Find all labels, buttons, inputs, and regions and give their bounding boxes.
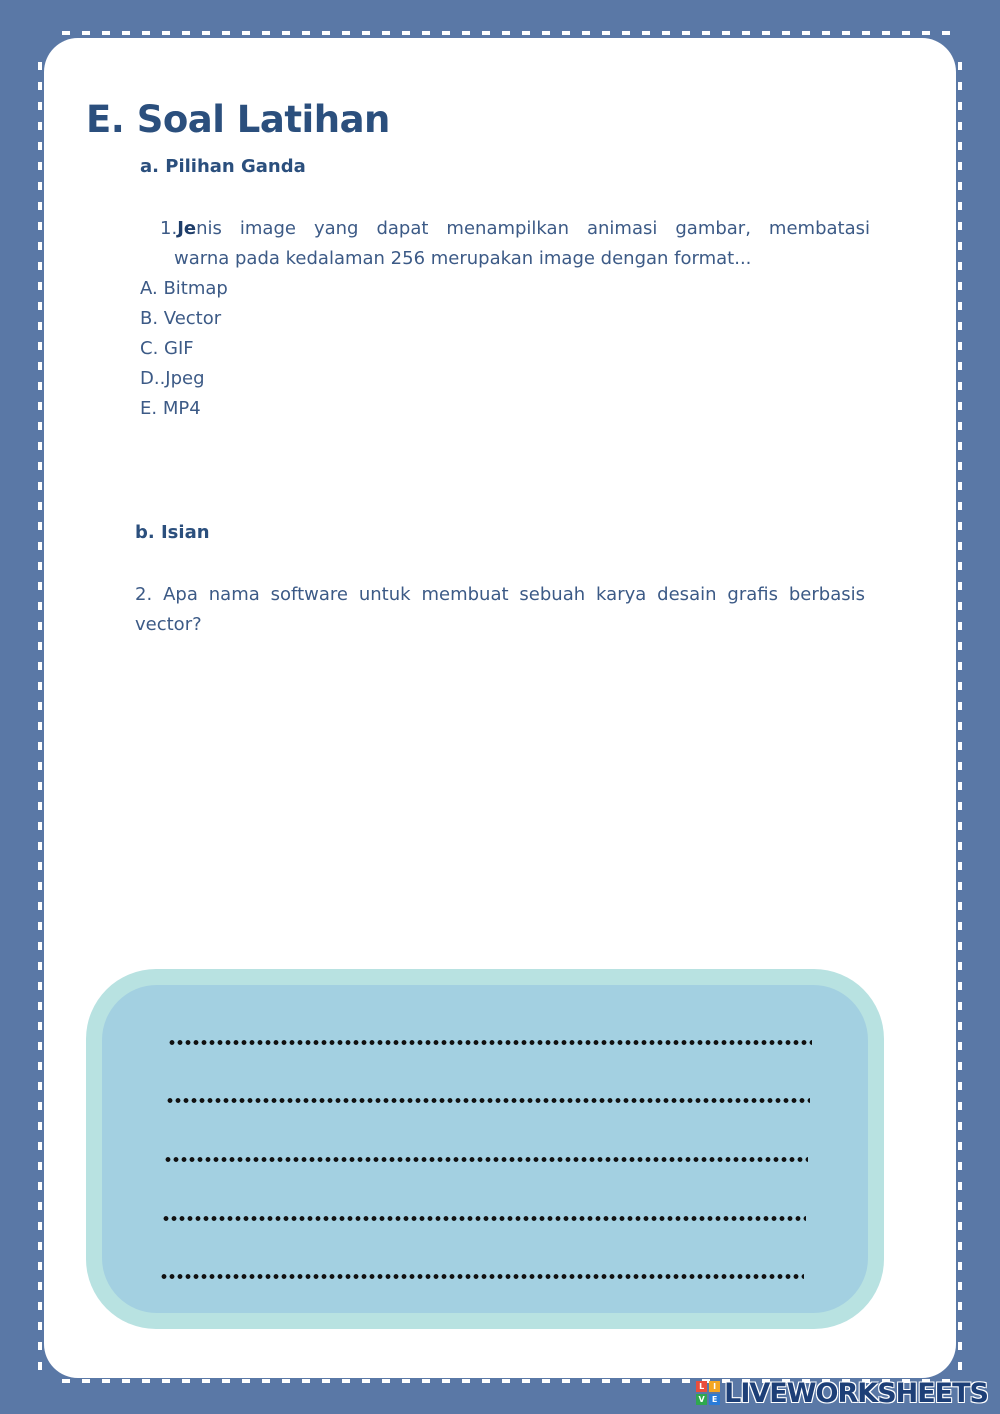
stitch-mark xyxy=(38,862,42,870)
stitch-mark xyxy=(202,1379,210,1383)
stitch-mark xyxy=(38,1262,42,1270)
stitch-mark xyxy=(622,1379,630,1383)
stitch-mark xyxy=(958,442,962,450)
question-2: 2. Apa nama software untuk membuat sebuah karya desain grafis berbasis vector? xyxy=(135,584,865,635)
stitch-mark xyxy=(958,842,962,850)
stitch-mark xyxy=(958,382,962,390)
stitch-mark xyxy=(262,31,270,35)
stitch-mark xyxy=(38,162,42,170)
stitch-mark xyxy=(862,31,870,35)
stitch-mark xyxy=(958,962,962,970)
stitch-mark xyxy=(142,31,150,35)
stitch-mark xyxy=(562,1379,570,1383)
stitch-mark xyxy=(38,622,42,630)
stitch-mark xyxy=(38,742,42,750)
stitch-mark xyxy=(958,782,962,790)
stitch-mark xyxy=(958,1262,962,1270)
stitch-mark xyxy=(242,1379,250,1383)
stitch-mark xyxy=(322,1379,330,1383)
stitch-mark xyxy=(38,302,42,310)
question-1-text-line1: nis image yang dapat menampilkan animasi gambar, membatasi xyxy=(196,218,870,239)
option-d[interactable]: D..Jpeg xyxy=(140,368,205,389)
stitch-mark xyxy=(958,942,962,950)
stitch-mark xyxy=(302,1379,310,1383)
answer-line-5[interactable] xyxy=(160,1274,804,1279)
stitch-mark xyxy=(958,522,962,530)
stitch-mark xyxy=(958,102,962,110)
stitch-mark xyxy=(38,602,42,610)
stitch-mark xyxy=(382,31,390,35)
stitch-mark xyxy=(38,122,42,130)
stitch-mark xyxy=(782,31,790,35)
stitch-mark xyxy=(882,31,890,35)
stitch-mark xyxy=(922,31,930,35)
stitch-mark xyxy=(958,82,962,90)
stitch-mark xyxy=(38,402,42,410)
stitch-mark xyxy=(38,902,42,910)
stitch-mark xyxy=(958,582,962,590)
stitch-mark xyxy=(38,722,42,730)
stitch-mark xyxy=(958,1162,962,1170)
stitch-mark xyxy=(82,1379,90,1383)
stitch-mark xyxy=(642,31,650,35)
stitch-mark xyxy=(182,1379,190,1383)
stitch-mark xyxy=(958,622,962,630)
stitch-mark xyxy=(342,1379,350,1383)
stitch-mark xyxy=(38,782,42,790)
stitch-mark xyxy=(38,582,42,590)
page-title: E. Soal Latihan xyxy=(86,98,390,141)
stitch-mark xyxy=(958,302,962,310)
stitch-mark xyxy=(402,1379,410,1383)
option-c[interactable]: C. GIF xyxy=(140,338,194,359)
stitch-mark xyxy=(662,1379,670,1383)
stitch-mark xyxy=(958,342,962,350)
stitch-mark xyxy=(958,362,962,370)
stitch-mark xyxy=(958,902,962,910)
stitch-mark xyxy=(122,31,130,35)
stitch-mark xyxy=(38,1022,42,1030)
stitch-mark xyxy=(482,31,490,35)
stitch-mark xyxy=(38,182,42,190)
answer-line-1[interactable] xyxy=(168,1040,812,1045)
stitch-mark xyxy=(38,1102,42,1110)
stitch-mark xyxy=(82,31,90,35)
answer-input-area[interactable] xyxy=(102,985,868,1313)
stitch-mark xyxy=(38,522,42,530)
stitch-mark xyxy=(262,1379,270,1383)
stitch-mark xyxy=(38,822,42,830)
stitch-mark xyxy=(822,31,830,35)
stitch-mark xyxy=(958,1222,962,1230)
stitch-mark xyxy=(38,242,42,250)
stitch-mark xyxy=(38,82,42,90)
stitch-mark xyxy=(38,1222,42,1230)
stitch-mark xyxy=(322,31,330,35)
stitch-mark xyxy=(802,31,810,35)
stitch-mark xyxy=(402,31,410,35)
stitch-mark xyxy=(38,222,42,230)
stitch-mark xyxy=(958,1062,962,1070)
stitch-mark xyxy=(958,682,962,690)
stitch-mark xyxy=(902,31,910,35)
stitch-mark xyxy=(958,1042,962,1050)
stitch-mark xyxy=(958,402,962,410)
stitch-mark xyxy=(38,882,42,890)
stitch-mark xyxy=(958,862,962,870)
stitch-mark xyxy=(38,842,42,850)
stitch-mark xyxy=(502,31,510,35)
stitch-mark xyxy=(958,1282,962,1290)
logo-letter-4: E xyxy=(709,1394,720,1405)
stitch-mark xyxy=(38,102,42,110)
stitch-mark xyxy=(958,1322,962,1330)
stitch-mark xyxy=(38,422,42,430)
stitch-mark xyxy=(622,31,630,35)
stitch-mark xyxy=(958,242,962,250)
question-1 xyxy=(160,214,870,274)
stitch-mark xyxy=(38,1302,42,1310)
stitch-mark xyxy=(38,922,42,930)
liveworksheets-brand xyxy=(696,1378,988,1408)
question-1-number: 1. xyxy=(160,218,178,239)
stitch-mark xyxy=(38,802,42,810)
liveworksheets-logo-icon xyxy=(696,1381,720,1405)
stitch-mark xyxy=(282,31,290,35)
stitch-mark xyxy=(562,31,570,35)
stitch-mark xyxy=(958,822,962,830)
stitch-mark xyxy=(958,162,962,170)
stitch-mark xyxy=(38,202,42,210)
stitch-mark xyxy=(722,31,730,35)
stitch-mark xyxy=(38,702,42,710)
stitch-mark xyxy=(762,31,770,35)
stitch-mark xyxy=(958,722,962,730)
stitch-mark xyxy=(958,142,962,150)
stitch-mark xyxy=(38,562,42,570)
stitch-mark xyxy=(842,31,850,35)
stitch-mark xyxy=(442,1379,450,1383)
stitch-mark xyxy=(502,1379,510,1383)
stitch-mark xyxy=(958,602,962,610)
stitch-mark xyxy=(38,62,42,70)
stitch-mark xyxy=(958,462,962,470)
option-b[interactable]: B. Vector xyxy=(140,308,222,329)
stitch-mark xyxy=(282,1379,290,1383)
section-a-label: a. Pilihan Ganda xyxy=(140,156,306,177)
section-b-label: b. Isian xyxy=(135,522,210,543)
stitch-mark xyxy=(38,1142,42,1150)
logo-letter-2: I xyxy=(709,1381,720,1392)
stitch-mark xyxy=(542,31,550,35)
stitch-mark xyxy=(38,462,42,470)
stitch-mark xyxy=(682,31,690,35)
stitch-mark xyxy=(38,682,42,690)
stitch-mark xyxy=(38,962,42,970)
option-a[interactable]: A. Bitmap xyxy=(140,278,228,299)
brand-text: LIVEWORKSHEETS xyxy=(724,1377,988,1409)
stitch-mark xyxy=(38,1062,42,1070)
stitch-mark xyxy=(38,262,42,270)
stitch-mark xyxy=(662,31,670,35)
stitch-mark xyxy=(958,1202,962,1210)
stitch-mark xyxy=(302,31,310,35)
stitch-mark xyxy=(958,222,962,230)
stitch-mark xyxy=(38,342,42,350)
stitch-mark xyxy=(38,1162,42,1170)
answer-line-4[interactable] xyxy=(162,1216,806,1221)
stitch-mark xyxy=(38,1082,42,1090)
stitch-mark xyxy=(38,762,42,770)
stitch-mark xyxy=(958,762,962,770)
stitch-mark xyxy=(742,31,750,35)
stitch-mark xyxy=(522,1379,530,1383)
question-1-bold-prefix: Je xyxy=(177,218,197,239)
stitch-mark xyxy=(958,1002,962,1010)
stitch-mark xyxy=(422,31,430,35)
stitch-mark xyxy=(202,31,210,35)
stitch-mark xyxy=(958,62,962,70)
stitch-mark xyxy=(38,1282,42,1290)
stitch-mark xyxy=(102,1379,110,1383)
stitch-mark xyxy=(958,322,962,330)
stitch-mark xyxy=(62,1379,70,1383)
stitch-mark xyxy=(38,982,42,990)
stitch-mark xyxy=(362,31,370,35)
stitch-mark xyxy=(38,942,42,950)
stitch-mark xyxy=(958,982,962,990)
stitch-mark xyxy=(602,31,610,35)
stitch-mark xyxy=(958,642,962,650)
stitch-mark xyxy=(682,1379,690,1383)
stitch-mark xyxy=(958,702,962,710)
stitch-mark xyxy=(38,662,42,670)
stitch-mark xyxy=(38,442,42,450)
stitch-mark xyxy=(38,482,42,490)
option-e[interactable]: E. MP4 xyxy=(140,398,201,419)
stitch-mark xyxy=(462,1379,470,1383)
stitch-mark xyxy=(38,1042,42,1050)
stitch-mark xyxy=(222,1379,230,1383)
stitch-mark xyxy=(382,1379,390,1383)
stitch-mark xyxy=(958,1122,962,1130)
stitch-mark xyxy=(38,282,42,290)
stitch-mark xyxy=(958,882,962,890)
stitch-mark xyxy=(958,1342,962,1350)
stitch-mark xyxy=(62,31,70,35)
stitch-mark xyxy=(162,31,170,35)
stitch-mark xyxy=(642,1379,650,1383)
stitch-mark xyxy=(958,662,962,670)
stitch-mark xyxy=(958,922,962,930)
stitch-mark xyxy=(38,1322,42,1330)
stitch-mark xyxy=(38,1362,42,1370)
stitch-mark xyxy=(38,642,42,650)
stitch-mark xyxy=(958,1182,962,1190)
stitch-mark xyxy=(482,1379,490,1383)
stitch-mark xyxy=(958,1362,962,1370)
stitch-mark xyxy=(38,1342,42,1350)
stitch-mark xyxy=(38,1242,42,1250)
stitch-mark xyxy=(442,31,450,35)
stitch-mark xyxy=(162,1379,170,1383)
stitch-mark xyxy=(38,382,42,390)
stitch-mark xyxy=(958,1102,962,1110)
stitch-mark xyxy=(38,502,42,510)
answer-box[interactable] xyxy=(86,969,884,1329)
stitch-mark xyxy=(122,1379,130,1383)
answer-line-3[interactable] xyxy=(164,1157,808,1162)
stitch-mark xyxy=(542,1379,550,1383)
stitch-mark xyxy=(958,422,962,430)
stitch-mark xyxy=(38,1122,42,1130)
stitch-mark xyxy=(942,31,950,35)
stitch-mark xyxy=(38,362,42,370)
stitch-mark xyxy=(958,122,962,130)
stitch-mark xyxy=(958,502,962,510)
stitch-mark xyxy=(958,1302,962,1310)
stitch-mark xyxy=(958,542,962,550)
stitch-mark xyxy=(702,31,710,35)
stitch-mark xyxy=(242,31,250,35)
stitch-mark xyxy=(958,282,962,290)
stitch-mark xyxy=(38,1202,42,1210)
stitch-mark xyxy=(182,31,190,35)
stitch-mark xyxy=(602,1379,610,1383)
stitch-mark xyxy=(958,1082,962,1090)
stitch-mark xyxy=(422,1379,430,1383)
answer-options xyxy=(140,274,228,424)
stitch-mark xyxy=(342,31,350,35)
stitch-mark xyxy=(958,482,962,490)
stitch-mark xyxy=(38,1182,42,1190)
stitch-mark xyxy=(582,1379,590,1383)
stitch-mark xyxy=(958,1242,962,1250)
stitch-mark xyxy=(142,1379,150,1383)
stitch-mark xyxy=(222,31,230,35)
stitch-mark xyxy=(38,1002,42,1010)
answer-line-2[interactable] xyxy=(166,1098,810,1103)
stitch-mark xyxy=(462,31,470,35)
stitch-mark xyxy=(38,542,42,550)
stitch-mark xyxy=(582,31,590,35)
stitch-mark xyxy=(522,31,530,35)
stitch-mark xyxy=(958,182,962,190)
question-1-text-line2: warna pada kedalaman 256 merupakan image dengan format... xyxy=(174,248,752,269)
stitch-mark xyxy=(958,1142,962,1150)
stitch-mark xyxy=(362,1379,370,1383)
logo-letter-1: L xyxy=(696,1381,707,1392)
stitch-mark xyxy=(958,562,962,570)
stitch-mark xyxy=(958,202,962,210)
stitch-mark xyxy=(958,802,962,810)
logo-letter-3: V xyxy=(696,1394,707,1405)
stitch-mark xyxy=(38,322,42,330)
stitch-mark xyxy=(38,142,42,150)
stitch-mark xyxy=(102,31,110,35)
stitch-mark xyxy=(958,742,962,750)
stitch-mark xyxy=(958,1022,962,1030)
stitch-mark xyxy=(958,262,962,270)
